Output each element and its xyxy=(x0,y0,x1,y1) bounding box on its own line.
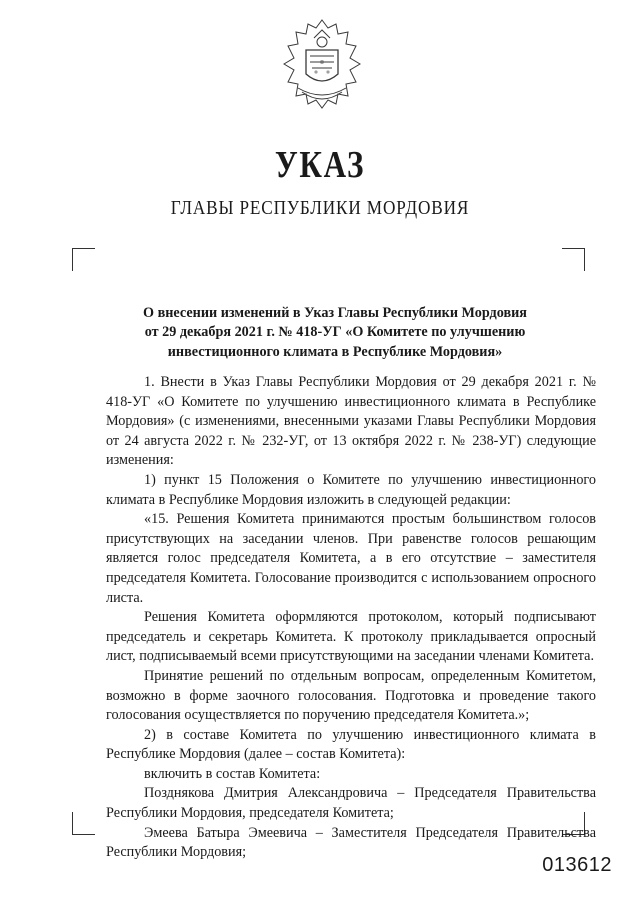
body-paragraph: Принятие решений по отдельным вопросам, определенным Комитетом, возможно в форме заочного голосования. Подготовка и проведение такого голосования осуществляется по поручению председателя Комитета.»; xyxy=(106,667,596,724)
heading-line: от 29 декабря 2021 г. № 418-УГ «О Комитете по улучшению xyxy=(144,324,526,341)
body-paragraph: включить в состав Комитета: xyxy=(144,765,321,782)
body-paragraph: «15. Решения Комитета принимаются простым большинством голосов присутствующих на заседании членов. При равенстве голосов решающим является голос председателя Комитета, а в его отсутствие – заместителя председателя Комитета. Голосование производится с использованием опросного листа. xyxy=(106,511,596,606)
document-number: 013612 xyxy=(542,854,612,876)
body-paragraph: Позднякова Дмитрия Александровича – Председателя Правительства Республики Мордовия, председателя Комитета; xyxy=(106,785,596,822)
heading-line: инвестиционного климата в Республике Мордовия» xyxy=(167,343,503,360)
document-subtitle: ГЛАВЫ РЕСПУБЛИКИ МОРДОВИЯ xyxy=(170,197,470,219)
corner-mark-bottom-left xyxy=(72,812,95,835)
document-title: УКАЗ xyxy=(274,144,366,186)
coat-of-arms-of-mordovia-icon xyxy=(276,16,368,112)
corner-mark-top-right xyxy=(562,248,585,271)
body-paragraph: Решения Комитета оформляются протоколом, который подписывают председатель и секретарь Комитета. К протоколу прикладывается опросный лист, подписываемый всеми присутствующими на заседании членами Комитета. xyxy=(106,609,596,665)
body-paragraph: Эмеева Батыра Эмеевича – Заместителя Председателя Правительства Республики Мордовия; xyxy=(106,824,596,861)
corner-mark-top-left xyxy=(72,248,95,271)
decree-heading xyxy=(100,304,570,362)
heading-line: О внесении изменений в Указ Главы Республики Мордовия xyxy=(143,305,527,321)
body-paragraph: 1) пункт 15 Положения о Комитете по улучшению инвестиционного климата в Республике Мордовия изложить в следующей редакции: xyxy=(106,471,596,508)
body-paragraph: 2) в составе Комитета по улучшению инвестиционного климата в Республике Мордовия (далее – состав Комитета): xyxy=(106,726,596,763)
body-paragraph: 1. Внести в Указ Главы Республики Мордовия от 29 декабря 2021 г. № 418-УГ «О Комитете по улучшению инвестиционного климата в Республике Мордовия» (с изменениями, внесенными указами Главы Республики Мордовия от 24 августа 2022 г. № 232-УГ, от 13 октября 2022 г. № 238-УГ) следующие изменения: xyxy=(106,374,596,469)
decree-body xyxy=(106,373,596,863)
